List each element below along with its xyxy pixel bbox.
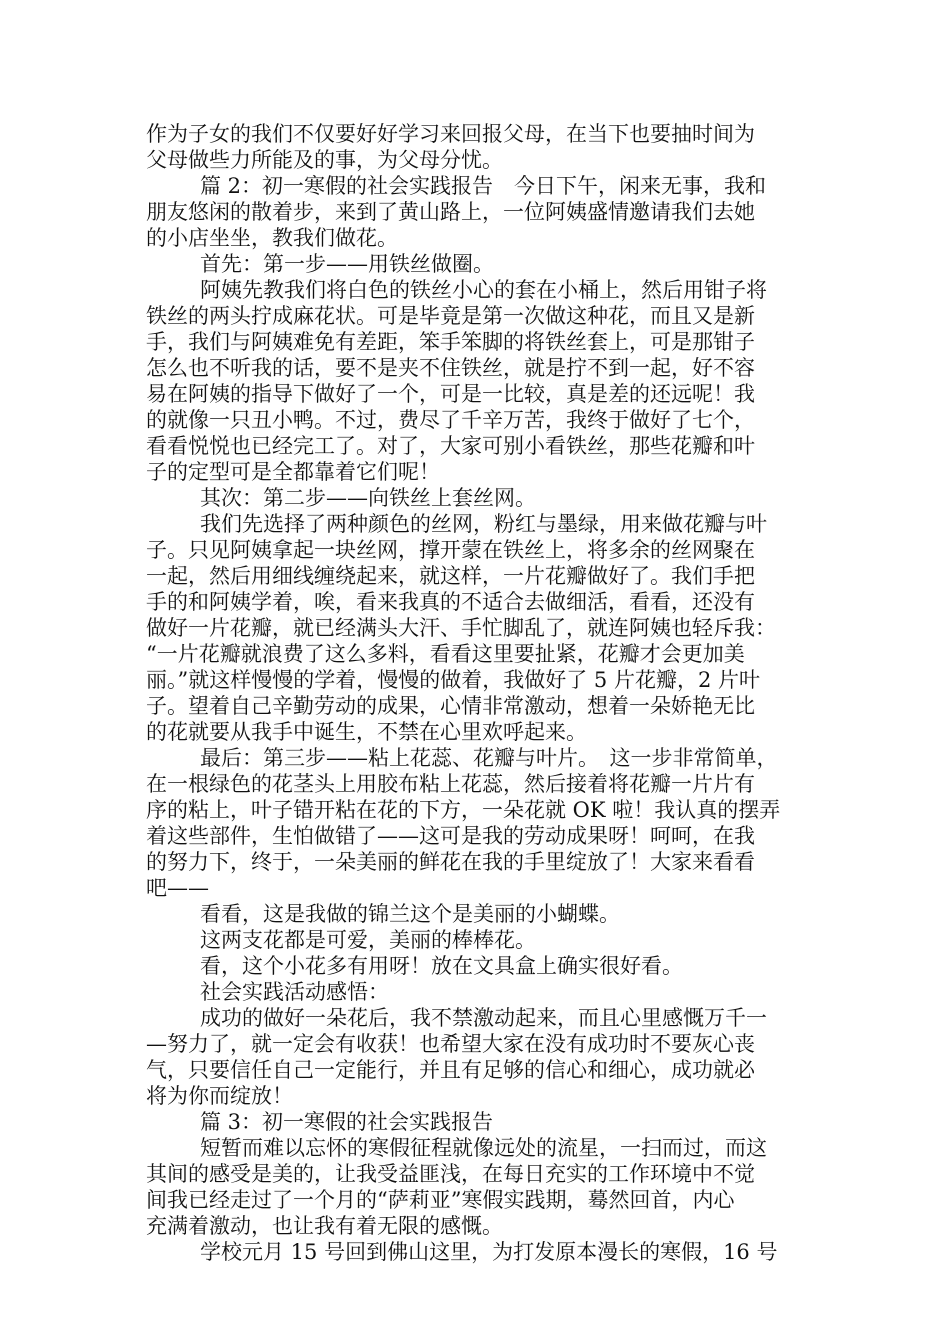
text-line: 手的和阿姨学着，唉，看来我真的不适合去做细活，看看，还没有: [146, 590, 755, 614]
text-line: 的就像一只丑小鸭。不过，费尽了千辛万苦，我终于做好了七个，: [146, 408, 755, 432]
text-line: 子。只见阿姨拿起一块丝网，撑开蒙在铁丝上，将多余的丝网聚在: [146, 538, 755, 562]
text-line: 成功的做好一朵花后，我不禁激动起来，而且心里感慨万千一: [200, 1006, 767, 1030]
text-line: 充满着激动，也让我有着无限的感慨。: [146, 1214, 503, 1238]
text-line: 子的定型可是全都靠着它们呢！: [146, 460, 440, 484]
text-line: 看看悦悦也已经完工了。对了，大家可别小看铁丝，那些花瓣和叶: [146, 434, 755, 458]
text-line: 做好一片花瓣，就已经满头大汗、手忙脚乱了，就连阿姨也轻斥我：: [146, 616, 776, 640]
text-line: 着这些部件，生怕做错了——这可是我的劳动成果呀！呵呵，在我: [146, 824, 755, 848]
text-line: 其次：第二步——向铁丝上套丝网。: [200, 486, 536, 510]
text-line: 父母做些力所能及的事，为父母分忧。: [146, 148, 503, 172]
text-line: 序的粘上，叶子错开粘在花的下方，一朵花就 OK 啦！我认真的摆弄: [146, 798, 781, 822]
text-line: 短暂而难以忘怀的寒假征程就像远处的流星，一扫而过，而这: [200, 1136, 767, 1160]
text-line: 阿姨先教我们将白色的铁丝小心的套在小桶上，然后用钳子将: [200, 278, 767, 302]
text-line: 的小店坐坐，教我们做花。: [146, 226, 398, 250]
text-line: “一片花瓣就浪费了这么多料，看看这里要扯紧，花瓣才会更加美: [146, 642, 745, 666]
text-line: 作为子女的我们不仅要好好学习来回报父母，在当下也要抽时间为: [146, 122, 755, 146]
text-line: 篇 2：初一寒假的社会实践报告 今日下午，闲来无事，我和: [200, 174, 767, 198]
text-line: 在一根绿色的花茎头上用胶布粘上花蕊，然后接着将花瓣一片片有: [146, 772, 755, 796]
text-line: 子。望着自己辛勤劳动的成果，心情非常激动，想着一朵娇艳无比: [146, 694, 755, 718]
text-line: 这两支花都是可爱，美丽的棒棒花。: [200, 928, 536, 952]
text-line: 的花就要从我手中诞生，不禁在心里欢呼起来。: [146, 720, 587, 744]
document-body: [146, 121, 810, 1265]
text-line: 看，这个小花多有用呀！放在文具盒上确实很好看。: [200, 954, 683, 978]
text-line: 的努力下，终于，一朵美丽的鲜花在我的手里绽放了！大家来看看: [146, 850, 755, 874]
text-line: 丽。”就这样慢慢的学着，慢慢的做着，我做好了 5 片花瓣，2 片叶: [146, 668, 760, 692]
text-line: 篇 3：初一寒假的社会实践报告: [200, 1110, 494, 1134]
text-line: 铁丝的两头拧成麻花状。可是毕竟是第一次做这种花，而且又是新: [146, 304, 755, 328]
text-line: 吧——: [146, 876, 209, 900]
text-line: 其间的感受是美的，让我受益匪浅，在每日充实的工作环境中不觉: [146, 1162, 755, 1186]
text-line: —努力了，就一定会有收获！也希望大家在没有成功时不要灰心丧: [146, 1032, 755, 1056]
text-line: 易在阿姨的指导下做好了一个，可是一比较，真是差的还远呢！我: [146, 382, 755, 406]
text-line: 社会实践活动感悟：: [200, 980, 389, 1004]
text-line: 怎么也不听我的话，要不是夹不住铁丝，就是拧不到一起，好不容: [146, 356, 755, 380]
text-line: 手，我们与阿姨难免有差距，笨手笨脚的将铁丝套上，可是那钳子: [146, 330, 755, 354]
text-line: 首先：第一步——用铁丝做圈。: [200, 252, 494, 276]
text-line: 将为你而绽放！: [146, 1084, 293, 1108]
text-line: 朋友悠闲的散着步，来到了黄山路上，一位阿姨盛情邀请我们去她: [146, 200, 755, 224]
text-line: 最后：第三步——粘上花蕊、花瓣与叶片。 这一步非常简单，: [200, 746, 778, 770]
text-line: 看看，这是我做的锦兰这个是美丽的小蝴蝶。: [200, 902, 620, 926]
text-line: 间我已经走过了一个月的“萨莉亚”寒假实践期，蓦然回首，内心: [146, 1188, 735, 1212]
text-line: 气，只要信任自己一定能行，并且有足够的信心和细心，成功就必: [146, 1058, 755, 1082]
text-line: 一起，然后用细线缠绕起来，就这样，一片花瓣做好了。我们手把: [146, 564, 755, 588]
text-line: 我们先选择了两种颜色的丝网，粉红与墨绿，用来做花瓣与叶: [200, 512, 767, 536]
text-line: 学校元月 15 号回到佛山这里，为打发原本漫长的寒假，16 号: [200, 1240, 778, 1264]
